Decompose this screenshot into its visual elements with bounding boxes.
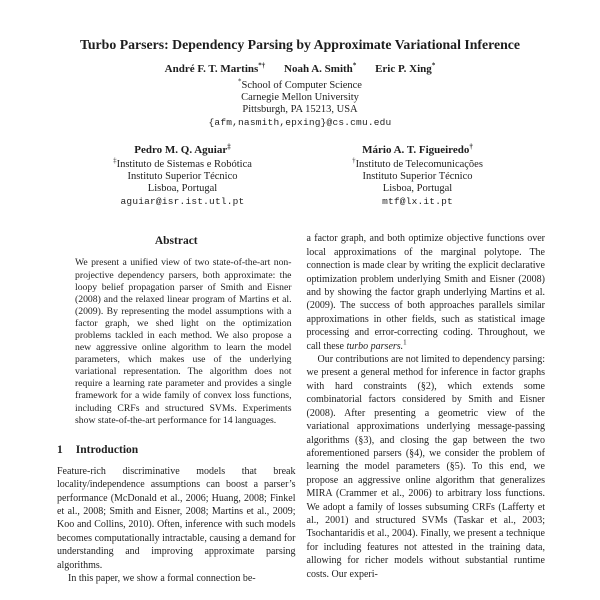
author-xing xyxy=(375,63,435,75)
cmu-affiliation-line2: Carnegie Mellon University xyxy=(241,92,359,104)
author-martins-name: André F. T. Martins xyxy=(164,63,259,76)
aguiar-email: aguiar@isr.ist.utl.pt xyxy=(120,195,245,207)
author-xing-name: Eric P. Xing xyxy=(375,63,432,76)
cmu-email: {afm,nasmith,epxing}@cs.cmu.edu xyxy=(208,116,392,128)
secondary-author-blocks xyxy=(70,142,530,207)
author-xing-affiliation-marks: * xyxy=(431,61,436,70)
aguiar-affiliation-line3: Lisboa, Portugal xyxy=(147,182,218,194)
author-block-figueiredo xyxy=(305,142,530,207)
section-1-heading xyxy=(57,444,296,456)
cmu-affiliation-line3: Pittsburgh, PA 15213, USA xyxy=(242,103,358,115)
author-aguiar-affiliation-marks: ‡ xyxy=(227,142,231,151)
figueiredo-affiliation-line3: Lisboa, Portugal xyxy=(382,182,453,194)
author-martins xyxy=(165,63,266,75)
intro-paragraph-2: In this paper, we show a formal connection be- xyxy=(68,572,256,584)
author-smith-name: Noah A. Smith xyxy=(284,63,353,76)
abstract-text: We present a unified view of two state-of-the-art non-projective dependency parsers, both approximate: the loopy belief propagation parser of Smith and Eisner (2008) and the relaxed linear program of Martins et al. (2009). By representing the model assumptions with a factor graph, we shed light on the optimization problems tackled in each method. We also propose a new aggressive online algorithm to learn the model parameters, which makes use of the underlying variational representation. The algorithm does not require a learning rate parameter and provides a single framework for a wide family of convex loss functions, including CRFs and structured SVMs. Experiments show state-of-the-art performance for 14 languages. xyxy=(75,257,292,426)
cmu-affiliation-school: School of Computer Science xyxy=(241,80,362,92)
left-column xyxy=(57,232,296,585)
aguiar-institute: Instituto de Sistemas e Robótica xyxy=(116,159,252,171)
author-aguiar-name: Pedro M. Q. Aguiar xyxy=(134,144,228,157)
figueiredo-affiliation-line2: Instituto Superior Técnico xyxy=(362,171,473,183)
right-paragraph-2: Our contributions are not limited to dependency parsing: we present a general method for inference in factor graphs with hard constraints (§2), which extends some combinatorial factors considered by Smith and Eisner (2008). After presenting a geometric view of the variational approximations underlying message-passing algorithms (§3), and closing the gap between the two aforementioned parsers (§4), we consider the problem of learning the model parameters (§5). To this end, we propose an aggressive online algorithm that generalizes MIRA (Crammer et al., 2006) to arbitrary loss functions. We adopt a family of losses subsuming CRFs (Lafferty et al., 2001) and structured SVMs (Taskar et al., 2003; Tsochantaridis et al., 2004). Finally, we present a technique for including features not attested in the training data, allowing for richer models without substantial runtime costs. Our experi- xyxy=(306,354,545,580)
aguiar-affiliation-line1 xyxy=(70,156,295,171)
footnote-1-mark: 1 xyxy=(403,338,407,347)
turbo-parsers-emphasis: turbo parsers. xyxy=(346,340,404,352)
cmu-affiliation-mark: * xyxy=(238,77,242,86)
right-paragraph-1 xyxy=(307,232,546,353)
author-figueiredo-affiliation-marks: † xyxy=(469,142,473,151)
figueiredo-affiliation-line1 xyxy=(305,156,530,171)
author-aguiar-name-line xyxy=(70,142,295,157)
authors-line xyxy=(0,63,600,75)
right-column xyxy=(307,232,546,585)
aguiar-affiliation-line2: Instituto Superior Técnico xyxy=(127,171,238,183)
section-1-number: 1 xyxy=(57,443,63,456)
aguiar-affiliation-mark: ‡ xyxy=(113,156,117,165)
figueiredo-institute: Instituto de Telecomunicações xyxy=(355,159,483,171)
author-martins-affiliation-marks: *† xyxy=(258,61,266,70)
right-paragraph-1-text: a factor graph, and both optimize objective functions over local approximations of the marginal polytope. The connection is made clear by writing the explicit declarative optimization problem underlying Smith and Eisner (2008) and by showing the factor graph underlying Martins et al. (2009). The success of both approaches parallels similar approximations in other fields, such as statistical image processing and error-correcting coding. Throughout, we call these xyxy=(306,233,545,352)
cmu-affiliation-line1 xyxy=(0,77,600,92)
two-column-body xyxy=(57,232,545,585)
intro-paragraph-1: Feature-rich discriminative models that break locality/independence assumptions can boost a parser’s performance (McDonald et al., 2006; Huang, 2008; Finkel et al., 2008; Smith and Eisner, 2008; Martins et al., 2009; Koo and Collins, 2010). Often, inference with such models becomes computationally intractable, causing a demand for understanding and improving approximate parsing algorithms. xyxy=(57,465,296,571)
author-figueiredo-name-line xyxy=(305,142,530,157)
author-smith xyxy=(284,63,356,75)
figueiredo-affiliation-mark: † xyxy=(352,156,356,165)
author-block-aguiar xyxy=(70,142,295,207)
paper-title: Turbo Parsers: Dependency Parsing by Approximate Variational Inference xyxy=(79,37,521,52)
cmu-affiliation xyxy=(0,77,600,128)
author-smith-affiliation-marks: * xyxy=(352,61,357,70)
author-figueiredo-name: Mário A. T. Figueiredo xyxy=(362,144,470,157)
figueiredo-email: mtf@lx.it.pt xyxy=(382,195,453,207)
abstract-heading: Abstract xyxy=(154,235,198,248)
section-1-title: Introduction xyxy=(75,443,139,456)
